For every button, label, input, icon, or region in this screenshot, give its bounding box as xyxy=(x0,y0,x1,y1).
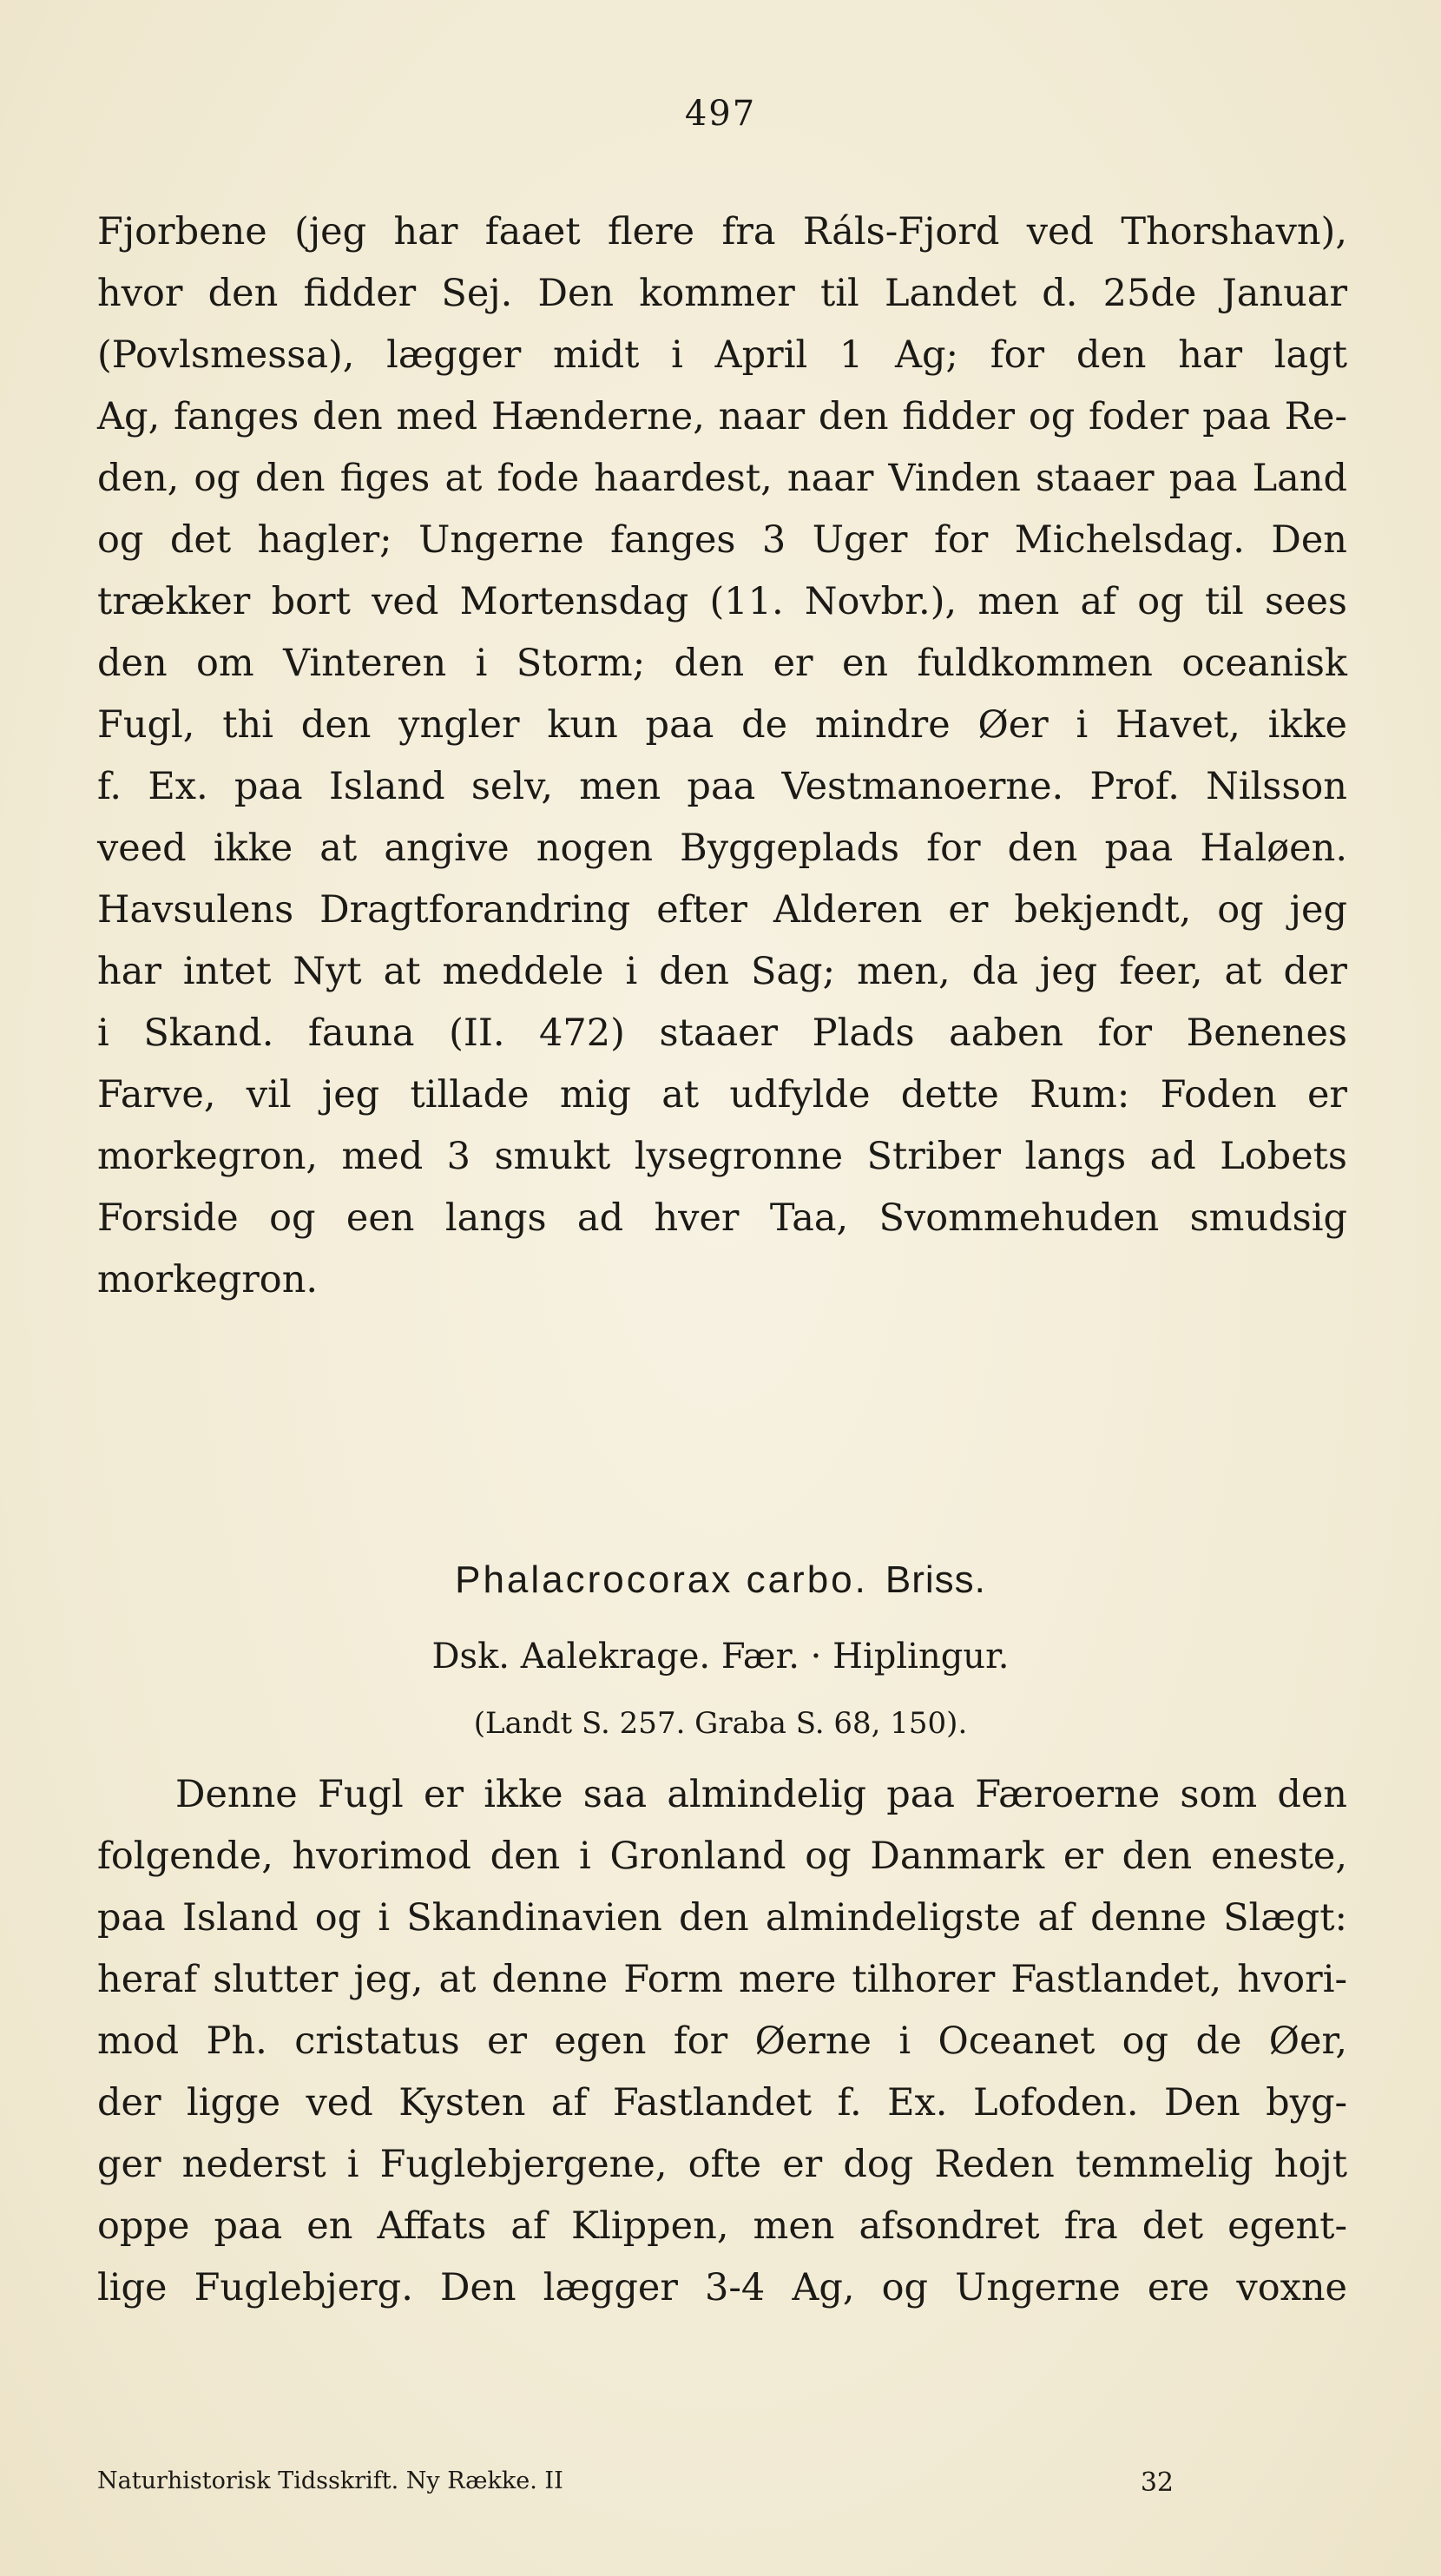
text-line: Denne Fugl er ikke saa almindelig paa Færoerne som den xyxy=(175,1773,1347,1816)
text-line: oppe paa en Affats af Klippen, men afsondret fra det egent- xyxy=(97,2204,1347,2248)
text-line: ger nederst i Fuglebjergene, ofte er dog Reden temmelig hojt xyxy=(97,2143,1347,2186)
text-line: trækker bort ved Mortensdag (11. Novbr.), men af og til sees xyxy=(97,580,1347,623)
text-line: Farve, vil jeg tillade mig at udfylde dette Rum: Foden er xyxy=(97,1073,1347,1117)
text-line: Fugl, thi den yngler kun paa de mindre Øer i Havet, ikke xyxy=(97,703,1347,747)
text-line: i Skand. fauna (II. 472) staaer Plads aaben for Benenes xyxy=(97,1011,1347,1055)
text-line: f. Ex. paa Island selv, men paa Vestmanoerne. Prof. Nilsson xyxy=(97,765,1347,808)
text-line: der ligge ved Kysten af Fastlandet f. Ex. Lofoden. Den byg- xyxy=(97,2081,1347,2125)
page-number: 497 xyxy=(684,94,757,134)
species-heading xyxy=(0,1558,1441,1602)
species-name: Phalacrocorax carbo. xyxy=(455,1558,868,1601)
common-names: Dsk. Aalekrage. Fær. · Hiplingur. xyxy=(431,1637,1010,1677)
journal-title: Naturhistorisk Tidsskrift. Ny Række. II xyxy=(97,2467,563,2494)
text-line: heraf slutter jeg, at denne Form mere tilhorer Fastlandet, hvori- xyxy=(97,1958,1347,2001)
references: (Landt S. 257. Graba S. 68, 150). xyxy=(473,1706,968,1741)
text-line: (Povlsmessa), lægger midt i April 1 Ag; for den har lagt xyxy=(97,333,1347,377)
text-line: Forside og een langs ad hver Taa, Svommehuden smudsig xyxy=(97,1196,1347,1240)
text-line: lige Fuglebjerg. Den lægger 3-4 Ag, og Ungerne ere voxne xyxy=(97,2266,1347,2309)
text-line: Fjorbene (jeg har faaet flere fra Ráls-Fjord ved Thorshavn), xyxy=(97,210,1347,254)
text-line: morkegron, med 3 smukt lysegronne Striber langs ad Lobets xyxy=(97,1135,1347,1178)
text-line: den, og den figes at fode haardest, naar Vinden staaer paa Land xyxy=(97,457,1347,500)
text-line: morkegron. xyxy=(97,1258,319,1301)
text-line: paa Island og i Skandinavien den almindeligste af denne Slægt: xyxy=(97,1896,1347,1940)
text-line: den om Vinteren i Storm; den er en fuldkommen oceanisk xyxy=(97,642,1347,685)
text-line: hvor den fidder Sej. Den kommer til Landet d. 25de Januar xyxy=(97,272,1347,315)
paragraph-1 xyxy=(97,201,1347,1311)
signature-mark: 32 xyxy=(1140,2467,1174,2498)
text-line: Ag, fanges den med Hænderne, naar den fidder og foder paa Re- xyxy=(97,395,1347,438)
species-author: Briss. xyxy=(885,1558,986,1601)
text-line: mod Ph. cristatus er egen for Øerne i Oceanet og de Øer, xyxy=(97,2019,1347,2063)
paragraph-2 xyxy=(97,1764,1347,2319)
text-line: har intet Nyt at meddele i den Sag; men, da jeg feer, at der xyxy=(97,950,1347,993)
text-line: veed ikke at angive nogen Byggeplads for den paa Haløen. xyxy=(97,827,1347,870)
text-line: folgende, hvorimod den i Gronland og Danmark er den eneste, xyxy=(97,1835,1347,1878)
text-line: og det hagler; Ungerne fanges 3 Uger for Michelsdag. Den xyxy=(97,518,1347,562)
text-line: Havsulens Dragtforandring efter Alderen er bekjendt, og jeg xyxy=(97,888,1347,932)
